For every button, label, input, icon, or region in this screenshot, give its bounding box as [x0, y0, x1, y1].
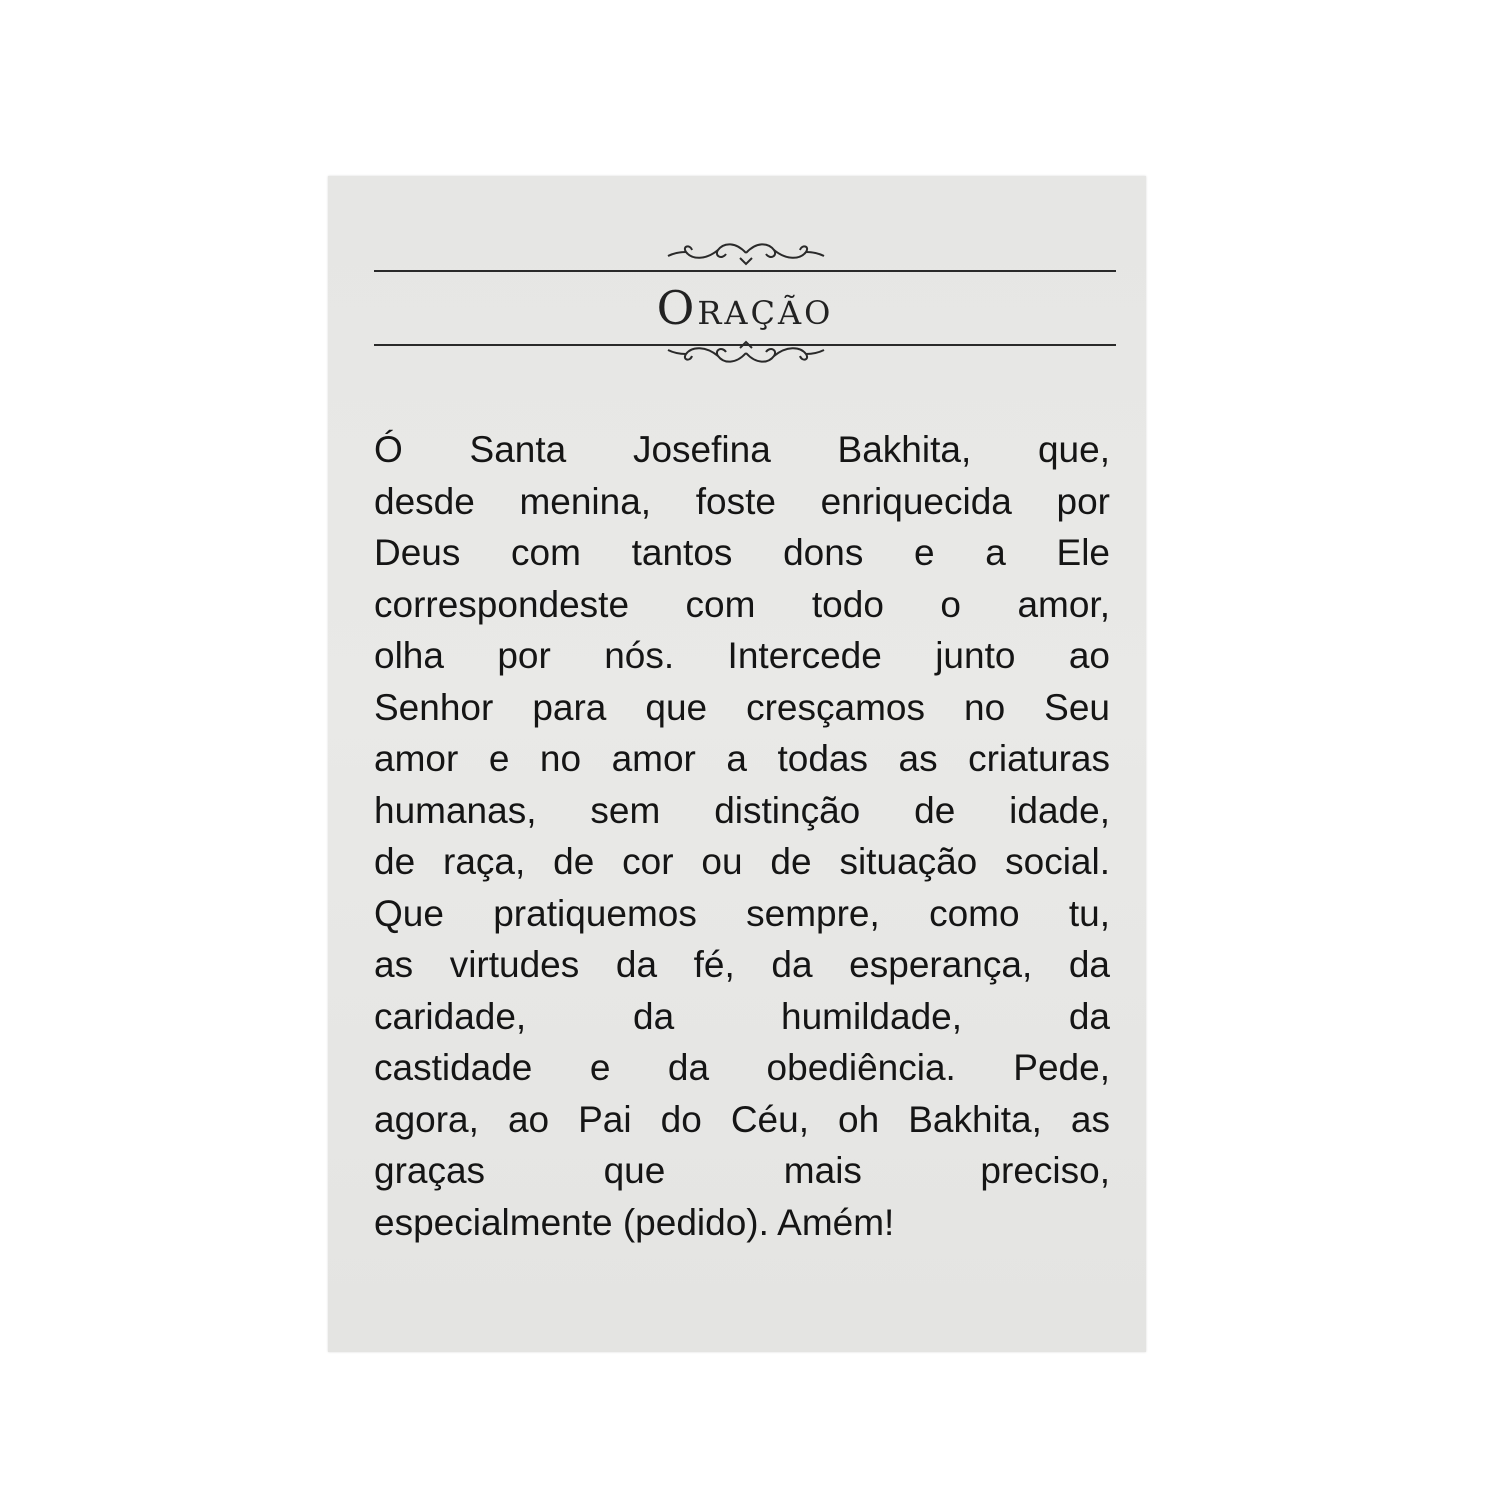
page-title: Oração [656, 281, 834, 335]
ornament-top-icon [666, 238, 826, 268]
ornament-bottom-icon [666, 338, 826, 368]
prayer-line: humanas, sem distinção de idade, [374, 789, 1110, 831]
prayer-line: de raça, de cor ou de situação social. [374, 841, 1110, 882]
prayer-line: as virtudes da fé, da esperança, da [374, 944, 1110, 985]
prayer-line: graças que mais preciso, [374, 1150, 1110, 1191]
prayer-line: Ó Santa Josefina Bakhita, que, [374, 429, 1110, 470]
title-rule-top [374, 270, 1116, 272]
prayer-line: olha por nós. Intercede junto ao [374, 635, 1110, 676]
prayer-line: caridade, da humildade, da [374, 995, 1110, 1037]
prayer-card [328, 176, 1146, 1352]
prayer-line: especialmente (pedido). Amém! [374, 1201, 895, 1243]
prayer-line: Deus com tantos dons e a Ele [374, 532, 1110, 573]
prayer-line: castidade e da obediência. Pede, [374, 1047, 1110, 1088]
prayer-text [374, 424, 1110, 1248]
prayer-line: correspondeste com todo o amor, [374, 583, 1110, 625]
prayer-line: amor e no amor a todas as criaturas [374, 738, 1110, 779]
prayer-line: Que pratiquemos sempre, como tu, [374, 892, 1110, 934]
prayer-line: Senhor para que cresçamos no Seu [374, 686, 1110, 728]
prayer-line: desde menina, foste enriquecida por [374, 480, 1110, 522]
prayer-line: agora, ao Pai do Céu, oh Bakhita, as [374, 1098, 1110, 1140]
